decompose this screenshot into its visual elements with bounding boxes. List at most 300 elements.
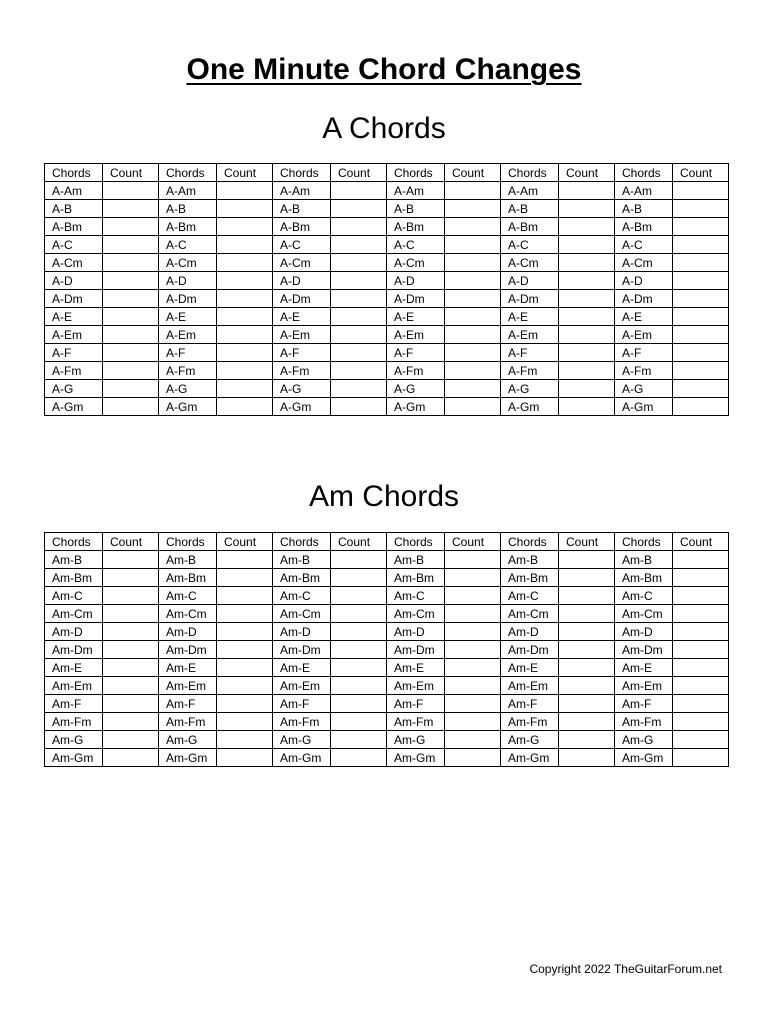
count-cell[interactable] (445, 623, 501, 641)
chord-change-cell: A-Am (273, 182, 331, 200)
count-cell[interactable] (673, 749, 729, 767)
count-cell[interactable] (103, 380, 159, 398)
count-cell[interactable] (331, 641, 387, 659)
count-cell[interactable] (103, 659, 159, 677)
count-cell[interactable] (331, 308, 387, 326)
count-cell[interactable] (673, 362, 729, 380)
chord-change-cell: Am-Cm (387, 605, 445, 623)
chord-change-cell: A-Cm (615, 254, 673, 272)
count-cell[interactable] (559, 218, 615, 236)
chord-change-cell: A-C (45, 236, 103, 254)
chord-change-cell: Am-B (159, 551, 217, 569)
chord-change-cell: Am-Gm (273, 749, 331, 767)
chord-change-cell: A-B (615, 200, 673, 218)
chord-change-cell: Am-C (273, 587, 331, 605)
chord-change-cell: Am-G (387, 731, 445, 749)
table-header-row (45, 533, 729, 551)
chord-change-cell: Am-Cm (501, 605, 559, 623)
count-cell[interactable] (559, 344, 615, 362)
count-cell[interactable] (217, 659, 273, 677)
chord-change-cell: A-Dm (615, 290, 673, 308)
count-cell[interactable] (217, 731, 273, 749)
chord-change-cell: Am-Gm (159, 749, 217, 767)
chords-column-header: Chords (45, 164, 103, 182)
table-row (45, 182, 729, 200)
count-cell[interactable] (559, 362, 615, 380)
chord-change-cell: Am-D (387, 623, 445, 641)
chord-change-cell: A-E (615, 308, 673, 326)
count-cell[interactable] (673, 308, 729, 326)
chords-column-header: Chords (387, 533, 445, 551)
chord-change-cell: A-E (159, 308, 217, 326)
chord-change-cell: A-F (615, 344, 673, 362)
count-cell[interactable] (331, 236, 387, 254)
table-row (45, 605, 729, 623)
count-cell[interactable] (445, 272, 501, 290)
chord-change-cell: A-Fm (273, 362, 331, 380)
count-cell[interactable] (445, 587, 501, 605)
count-cell[interactable] (331, 398, 387, 416)
count-cell[interactable] (559, 731, 615, 749)
table-row (45, 326, 729, 344)
chords-column-header: Chords (615, 164, 673, 182)
table-row (45, 551, 729, 569)
table-row (45, 749, 729, 767)
chord-change-cell: Am-C (501, 587, 559, 605)
chord-change-cell: Am-Gm (45, 749, 103, 767)
chord-change-cell: Am-D (159, 623, 217, 641)
chord-change-cell: A-Em (45, 326, 103, 344)
chord-change-cell: A-Cm (45, 254, 103, 272)
count-cell[interactable] (445, 659, 501, 677)
chord-change-cell: Am-Bm (273, 569, 331, 587)
count-cell[interactable] (673, 569, 729, 587)
count-cell[interactable] (331, 695, 387, 713)
table-row (45, 641, 729, 659)
chord-change-cell: Am-Bm (615, 569, 673, 587)
count-cell[interactable] (445, 344, 501, 362)
count-cell[interactable] (331, 749, 387, 767)
chord-change-cell: A-Gm (615, 398, 673, 416)
chord-change-cell: A-D (387, 272, 445, 290)
chord-change-cell: Am-Bm (45, 569, 103, 587)
count-cell[interactable] (217, 623, 273, 641)
count-cell[interactable] (559, 587, 615, 605)
section-title-am-chords: Am Chords (308, 480, 460, 513)
chord-change-cell: Am-D (615, 623, 673, 641)
count-cell[interactable] (331, 605, 387, 623)
count-cell[interactable] (673, 326, 729, 344)
count-cell[interactable] (217, 587, 273, 605)
count-cell[interactable] (559, 200, 615, 218)
chord-change-cell: A-Bm (45, 218, 103, 236)
count-cell[interactable] (673, 218, 729, 236)
count-column-header: Count (331, 533, 387, 551)
count-cell[interactable] (331, 362, 387, 380)
count-cell[interactable] (103, 623, 159, 641)
chord-change-cell: Am-C (159, 587, 217, 605)
chord-change-cell: Am-B (45, 551, 103, 569)
count-cell[interactable] (559, 380, 615, 398)
count-cell[interactable] (103, 749, 159, 767)
chord-change-cell: Am-Fm (387, 713, 445, 731)
count-cell[interactable] (217, 605, 273, 623)
chord-change-cell: A-Bm (501, 218, 559, 236)
count-cell[interactable] (559, 182, 615, 200)
chord-change-cell: A-Dm (501, 290, 559, 308)
count-cell[interactable] (103, 236, 159, 254)
count-cell[interactable] (673, 272, 729, 290)
count-cell[interactable] (673, 380, 729, 398)
count-cell[interactable] (559, 551, 615, 569)
chord-change-cell: Am-F (615, 695, 673, 713)
table-row (45, 623, 729, 641)
count-cell[interactable] (445, 713, 501, 731)
chord-change-cell: Am-Em (273, 677, 331, 695)
chord-change-cell: A-Dm (387, 290, 445, 308)
chord-change-cell: A-D (159, 272, 217, 290)
chord-change-cell: Am-Cm (615, 605, 673, 623)
count-cell[interactable] (103, 218, 159, 236)
chord-change-cell: A-D (45, 272, 103, 290)
count-cell[interactable] (445, 380, 501, 398)
count-cell[interactable] (559, 641, 615, 659)
count-cell[interactable] (103, 200, 159, 218)
copyright-notice: Copyright 2022 TheGuitarForum.net (529, 962, 722, 976)
chord-change-cell: Am-E (159, 659, 217, 677)
count-cell[interactable] (331, 659, 387, 677)
chord-change-cell: A-B (273, 200, 331, 218)
chord-change-cell: A-Cm (387, 254, 445, 272)
count-cell[interactable] (559, 677, 615, 695)
count-cell[interactable] (331, 326, 387, 344)
chord-change-cell: Am-Bm (387, 569, 445, 587)
chord-change-cell: A-Fm (387, 362, 445, 380)
chord-change-cell: Am-D (273, 623, 331, 641)
count-cell[interactable] (445, 398, 501, 416)
count-cell[interactable] (331, 677, 387, 695)
chord-change-cell: Am-Cm (273, 605, 331, 623)
count-cell[interactable] (673, 344, 729, 362)
chord-change-cell: A-Fm (45, 362, 103, 380)
chord-change-cell: A-Em (387, 326, 445, 344)
count-cell[interactable] (559, 254, 615, 272)
count-cell[interactable] (217, 569, 273, 587)
table-row (45, 218, 729, 236)
count-cell[interactable] (217, 272, 273, 290)
count-cell[interactable] (217, 290, 273, 308)
count-cell[interactable] (217, 695, 273, 713)
chord-change-cell: A-Fm (159, 362, 217, 380)
count-cell[interactable] (217, 200, 273, 218)
count-cell[interactable] (673, 677, 729, 695)
chord-change-cell: A-F (387, 344, 445, 362)
count-cell[interactable] (217, 641, 273, 659)
count-cell[interactable] (445, 731, 501, 749)
chord-change-cell: A-Cm (159, 254, 217, 272)
count-cell[interactable] (331, 254, 387, 272)
chord-change-cell: Am-Cm (159, 605, 217, 623)
count-cell[interactable] (103, 272, 159, 290)
chord-change-cell: A-Em (615, 326, 673, 344)
count-cell[interactable] (445, 200, 501, 218)
count-cell[interactable] (559, 713, 615, 731)
count-cell[interactable] (559, 605, 615, 623)
table-row (45, 731, 729, 749)
chord-change-cell: A-E (501, 308, 559, 326)
chord-change-cell: A-F (501, 344, 559, 362)
count-cell[interactable] (673, 587, 729, 605)
count-cell[interactable] (445, 182, 501, 200)
chord-change-cell: Am-G (273, 731, 331, 749)
count-column-header: Count (217, 164, 273, 182)
count-cell[interactable] (103, 641, 159, 659)
count-cell[interactable] (445, 641, 501, 659)
count-cell[interactable] (217, 254, 273, 272)
count-cell[interactable] (559, 236, 615, 254)
count-cell[interactable] (217, 326, 273, 344)
count-cell[interactable] (673, 398, 729, 416)
count-cell[interactable] (673, 605, 729, 623)
count-cell[interactable] (673, 731, 729, 749)
count-cell[interactable] (217, 398, 273, 416)
chords-column-header: Chords (45, 533, 103, 551)
count-cell[interactable] (445, 362, 501, 380)
count-cell[interactable] (217, 344, 273, 362)
count-cell[interactable] (559, 623, 615, 641)
table-row (45, 380, 729, 398)
chord-change-cell: Am-Em (45, 677, 103, 695)
count-cell[interactable] (331, 200, 387, 218)
count-cell[interactable] (103, 182, 159, 200)
chord-change-cell: Am-Dm (45, 641, 103, 659)
count-cell[interactable] (673, 236, 729, 254)
count-cell[interactable] (217, 677, 273, 695)
count-cell[interactable] (445, 695, 501, 713)
count-cell[interactable] (331, 569, 387, 587)
chord-change-cell: Am-G (501, 731, 559, 749)
chord-change-cell: A-Dm (159, 290, 217, 308)
chord-change-cell: A-D (501, 272, 559, 290)
count-cell[interactable] (217, 713, 273, 731)
count-cell[interactable] (445, 326, 501, 344)
count-cell[interactable] (559, 659, 615, 677)
count-cell[interactable] (217, 380, 273, 398)
chord-change-cell: A-Gm (45, 398, 103, 416)
count-cell[interactable] (331, 713, 387, 731)
chord-change-cell: A-E (45, 308, 103, 326)
chord-change-cell: Am-Em (501, 677, 559, 695)
count-column-header: Count (103, 164, 159, 182)
chord-change-cell: A-G (159, 380, 217, 398)
count-cell[interactable] (217, 308, 273, 326)
count-cell[interactable] (103, 551, 159, 569)
count-cell[interactable] (559, 290, 615, 308)
chord-change-cell: Am-Em (615, 677, 673, 695)
count-cell[interactable] (217, 362, 273, 380)
page-title-text: One Minute Chord Changes (186, 53, 582, 86)
table-row (45, 659, 729, 677)
chords-column-header: Chords (159, 164, 217, 182)
chord-change-cell: Am-B (387, 551, 445, 569)
chords-column-header: Chords (159, 533, 217, 551)
count-cell[interactable] (331, 623, 387, 641)
count-cell[interactable] (103, 605, 159, 623)
count-cell[interactable] (445, 308, 501, 326)
count-cell[interactable] (217, 749, 273, 767)
table-row (45, 236, 729, 254)
count-cell[interactable] (103, 344, 159, 362)
chord-change-cell: A-D (273, 272, 331, 290)
count-cell[interactable] (217, 218, 273, 236)
chord-change-cell: A-F (273, 344, 331, 362)
count-cell[interactable] (559, 569, 615, 587)
table-row (45, 344, 729, 362)
count-cell[interactable] (445, 605, 501, 623)
chord-change-cell: A-E (273, 308, 331, 326)
count-cell[interactable] (445, 551, 501, 569)
chord-change-cell: Am-Fm (615, 713, 673, 731)
count-cell[interactable] (331, 290, 387, 308)
chord-change-cell: A-F (45, 344, 103, 362)
count-cell[interactable] (673, 695, 729, 713)
table-row (45, 695, 729, 713)
count-column-header: Count (445, 533, 501, 551)
chord-change-cell: A-C (159, 236, 217, 254)
count-cell[interactable] (559, 398, 615, 416)
chord-change-cell: A-C (615, 236, 673, 254)
count-cell[interactable] (673, 551, 729, 569)
count-cell[interactable] (559, 326, 615, 344)
table-row (45, 587, 729, 605)
chord-change-cell: A-Am (159, 182, 217, 200)
chord-change-cell: Am-Gm (387, 749, 445, 767)
chords-column-header: Chords (273, 533, 331, 551)
chord-change-cell: Am-Dm (387, 641, 445, 659)
count-cell[interactable] (673, 290, 729, 308)
count-cell[interactable] (445, 569, 501, 587)
chord-change-cell: A-Cm (501, 254, 559, 272)
count-cell[interactable] (103, 587, 159, 605)
count-cell[interactable] (559, 308, 615, 326)
count-cell[interactable] (103, 398, 159, 416)
chord-change-cell: Am-F (159, 695, 217, 713)
count-cell[interactable] (673, 641, 729, 659)
chord-change-cell: A-Fm (615, 362, 673, 380)
count-cell[interactable] (331, 551, 387, 569)
count-cell[interactable] (559, 749, 615, 767)
count-cell[interactable] (331, 344, 387, 362)
chord-change-cell: A-Am (615, 182, 673, 200)
table-row (45, 308, 729, 326)
count-cell[interactable] (673, 182, 729, 200)
count-cell[interactable] (559, 695, 615, 713)
count-cell[interactable] (103, 677, 159, 695)
count-cell[interactable] (103, 290, 159, 308)
chord-change-cell: Am-C (387, 587, 445, 605)
count-column-header: Count (559, 164, 615, 182)
chords-column-header: Chords (501, 164, 559, 182)
chord-change-cell: A-Gm (387, 398, 445, 416)
chord-change-cell: Am-Bm (501, 569, 559, 587)
count-cell[interactable] (445, 677, 501, 695)
count-cell[interactable] (331, 218, 387, 236)
chord-change-cell: A-G (45, 380, 103, 398)
chord-change-cell: A-Cm (273, 254, 331, 272)
count-cell[interactable] (103, 326, 159, 344)
count-cell[interactable] (217, 551, 273, 569)
chord-change-cell: A-C (387, 236, 445, 254)
chord-change-cell: A-B (501, 200, 559, 218)
table-row (45, 677, 729, 695)
chord-change-cell: A-Gm (501, 398, 559, 416)
chord-change-cell: Am-Gm (501, 749, 559, 767)
chord-change-cell: A-G (387, 380, 445, 398)
count-cell[interactable] (445, 254, 501, 272)
count-cell[interactable] (673, 659, 729, 677)
count-cell[interactable] (331, 731, 387, 749)
chords-column-header: Chords (273, 164, 331, 182)
count-cell[interactable] (331, 272, 387, 290)
chord-change-cell: Am-Gm (615, 749, 673, 767)
count-cell[interactable] (331, 587, 387, 605)
count-cell[interactable] (673, 254, 729, 272)
chord-change-cell: Am-Em (159, 677, 217, 695)
count-cell[interactable] (559, 272, 615, 290)
count-cell[interactable] (103, 362, 159, 380)
chord-change-cell: Am-F (501, 695, 559, 713)
count-cell[interactable] (103, 731, 159, 749)
count-cell[interactable] (103, 308, 159, 326)
count-cell[interactable] (445, 218, 501, 236)
count-cell[interactable] (103, 569, 159, 587)
chord-change-cell: A-Am (501, 182, 559, 200)
chord-change-cell: Am-Dm (501, 641, 559, 659)
table-row (45, 254, 729, 272)
count-cell[interactable] (673, 623, 729, 641)
count-cell[interactable] (103, 695, 159, 713)
chord-change-cell: A-Gm (159, 398, 217, 416)
table-row (45, 398, 729, 416)
count-cell[interactable] (103, 713, 159, 731)
chord-change-cell: Am-Dm (615, 641, 673, 659)
count-column-header: Count (331, 164, 387, 182)
count-cell[interactable] (445, 290, 501, 308)
section-title-a-chords: A Chords (322, 112, 446, 145)
count-cell[interactable] (445, 236, 501, 254)
a-chords-table (44, 163, 729, 416)
count-cell[interactable] (445, 749, 501, 767)
chord-change-cell: A-Em (273, 326, 331, 344)
count-cell[interactable] (673, 200, 729, 218)
chord-change-cell: A-Bm (273, 218, 331, 236)
count-cell[interactable] (217, 182, 273, 200)
chord-change-cell: Am-E (501, 659, 559, 677)
count-cell[interactable] (103, 254, 159, 272)
count-cell[interactable] (331, 182, 387, 200)
chord-change-cell: A-C (501, 236, 559, 254)
am-chords-table (44, 532, 729, 767)
chords-column-header: Chords (501, 533, 559, 551)
chord-change-cell: A-Gm (273, 398, 331, 416)
chord-change-cell: Am-C (45, 587, 103, 605)
count-cell[interactable] (217, 236, 273, 254)
chord-change-cell: Am-Cm (45, 605, 103, 623)
count-column-header: Count (217, 533, 273, 551)
chord-change-cell: A-G (615, 380, 673, 398)
count-cell[interactable] (331, 380, 387, 398)
count-cell[interactable] (673, 713, 729, 731)
